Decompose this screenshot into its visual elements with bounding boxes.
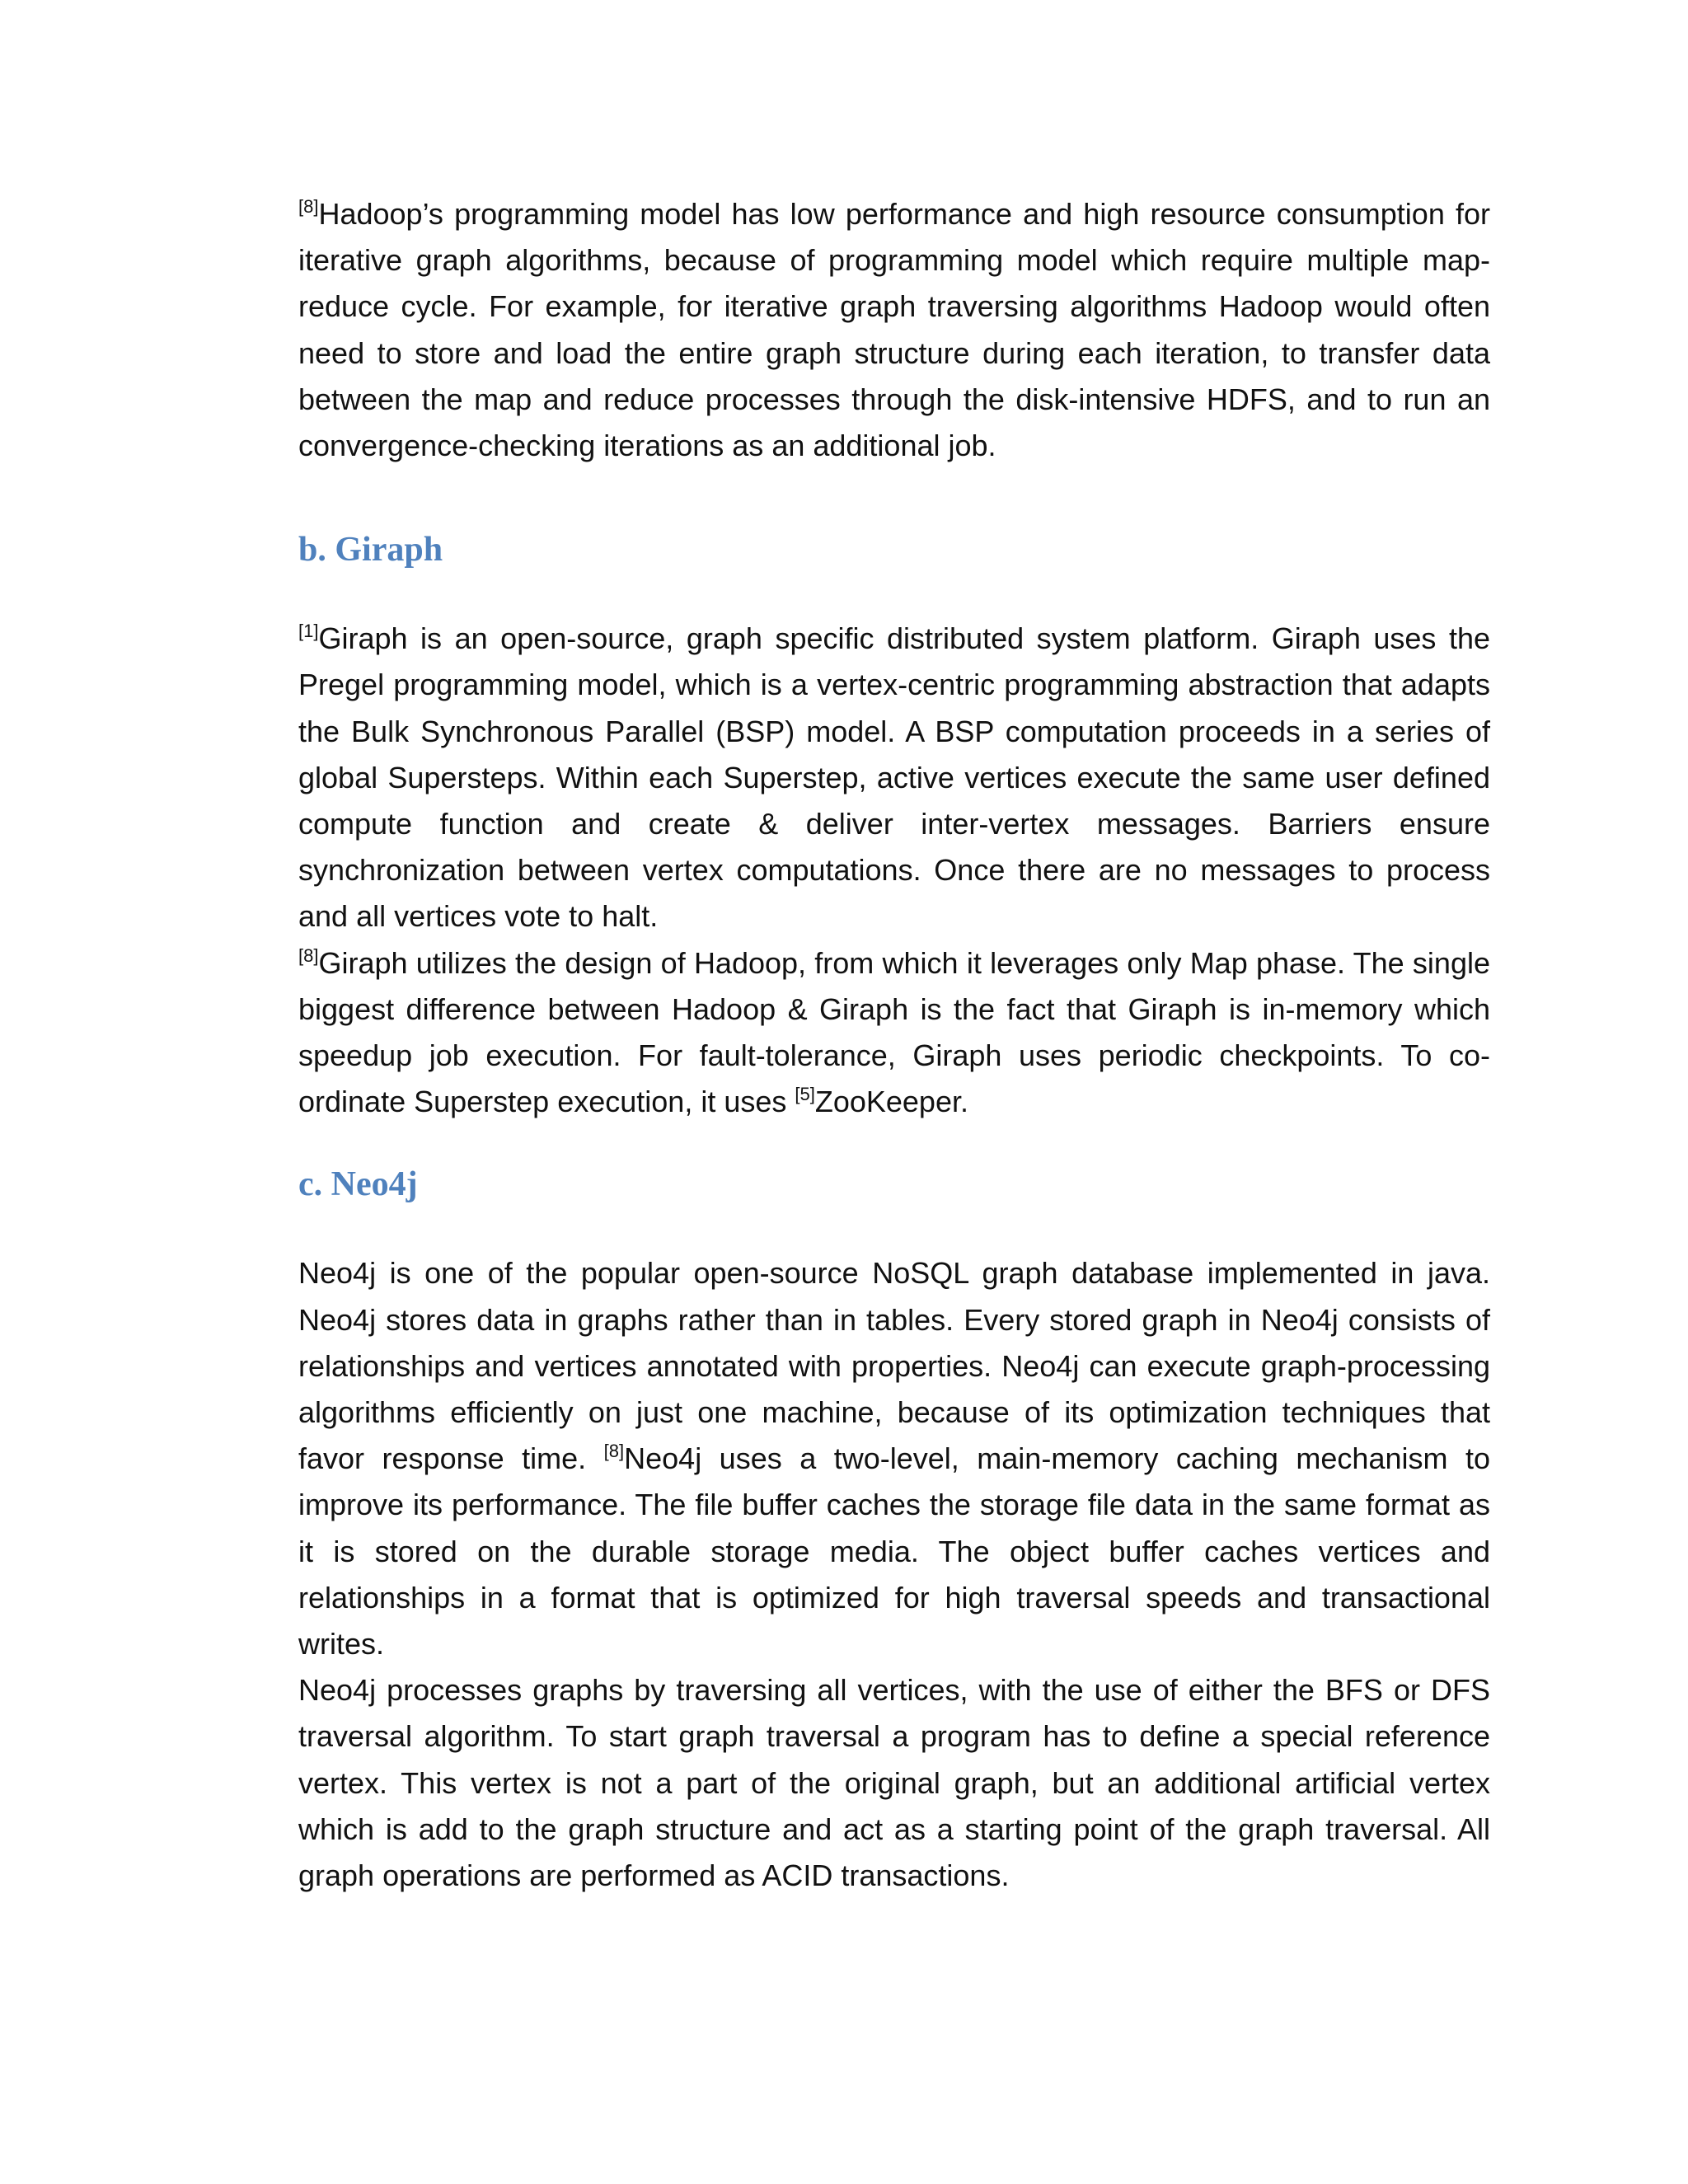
citation-ref: [8] <box>603 1441 625 1462</box>
spacer <box>298 573 1490 616</box>
section-heading-giraph: b. Giraph <box>298 531 443 569</box>
giraph-paragraph-1 <box>298 616 1490 940</box>
spacer <box>298 469 1490 527</box>
citation-ref: [1] <box>298 621 319 642</box>
giraph-text-2a: Giraph utilizes the design of Hadoop, from which it leverages only Map phase. The single biggest difference between Hadoop & Giraph is the fact that Giraph is in-memory which speedup job execution. For fault-tolerance, Giraph uses periodic checkpoints. To co-ordinate Superstep execution, it uses <box>298 945 1490 1119</box>
giraph-text-2b: ZooKeeper. <box>814 1085 968 1119</box>
hadoop-text: Hadoop’s programming model has low performance and high resource consumption for iterative graph algorithms, because of programming model which require multiple map-reduce cycle. For example, for iterative graph traversing algorithms Hadoop would often need to store and load the entire graph structure during each iteration, to transfer data between the map and reduce processes through the disk-intensive HDFS, and to run an convergence-checking iterations as an additional job. <box>298 197 1490 463</box>
citation-ref: [8] <box>298 196 319 217</box>
hadoop-paragraph <box>298 191 1490 469</box>
giraph-paragraph-2 <box>298 940 1490 1126</box>
neo4j-paragraph-2 <box>298 1667 1490 1899</box>
spacer <box>298 1207 1490 1250</box>
citation-ref: [5] <box>795 1084 815 1105</box>
section-heading-neo4j: c. Neo4j <box>298 1165 418 1204</box>
spacer <box>298 1125 1490 1161</box>
neo4j-text-1b: Neo4j uses a two-level, main-memory caching mechanism to improve its performance. The file buffer caches the storage file data in the same format as it is stored on the durable storage media. The object buffer caches vertices and relationships in a format that is optimized for high traversal speeds and transactional writes. <box>298 1441 1490 1661</box>
neo4j-text-1a: Neo4j is one of the popular open-source NoSQL graph database implemented in java. Neo4j stores data in graphs rather than in tables. Every stored graph in Neo4j consists of relationships and vertices annotated with properties. Neo4j can execute graph-processing algorithms efficiently on just one machine, because of its optimization techniques that favor response time. <box>298 1256 1490 1476</box>
neo4j-paragraph-1 <box>298 1250 1490 1667</box>
page-content <box>298 191 1490 1899</box>
citation-ref: [8] <box>298 944 319 966</box>
giraph-text-1: Giraph is an open-source, graph specific distributed system platform. Giraph uses the Pregel programming model, which is a vertex-centric programming abstraction that adapts the Bulk Synchronous Parallel (BSP) model. A BSP computation proceeds in a series of global Supersteps. Within each Superstep, active vertices execute the same user defined compute function and create & deliver inter-vertex messages. Barriers ensure synchronization between vertex computations. Once there are no messages to process and all vertices vote to halt. <box>298 621 1490 934</box>
neo4j-text-2: Neo4j processes graphs by traversing all vertices, with the use of either the BFS or DFS traversal algorithm. To start graph traversal a program has to define a special reference vertex. This vertex is not a part of the original graph, but an additional artificial vertex which is add to the graph structure and act as a starting point of the graph traversal. All graph operations are performed as ACID transactions. <box>298 1673 1490 1893</box>
